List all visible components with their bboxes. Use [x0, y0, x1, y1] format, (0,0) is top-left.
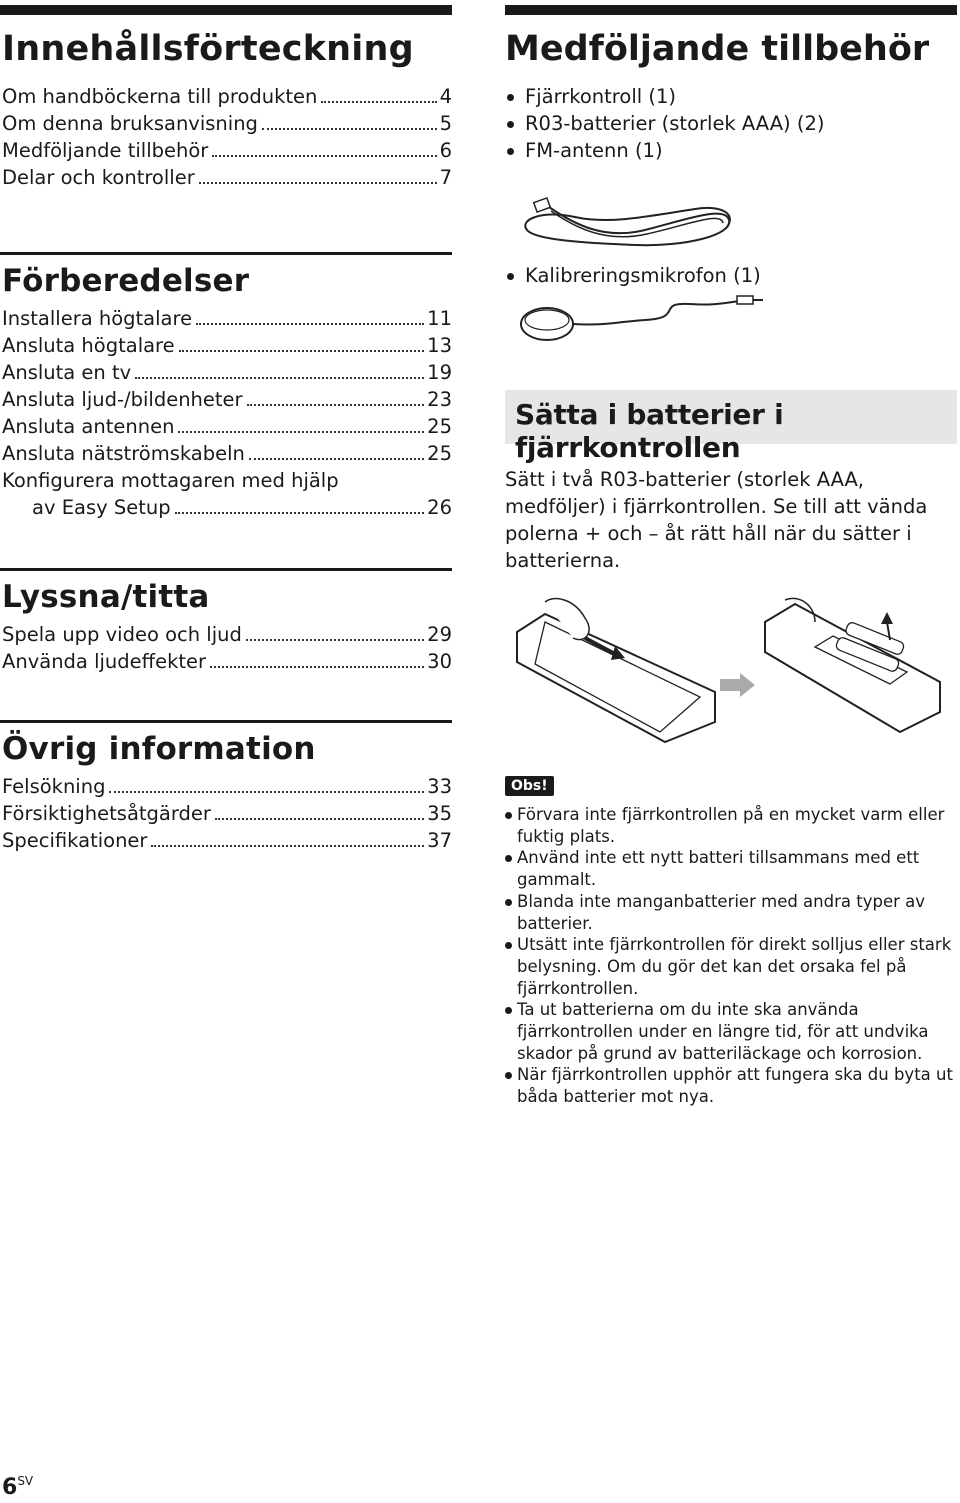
- accessories-title: Medföljande tillbehör: [505, 29, 930, 69]
- fm-antenna-illustration: [515, 185, 745, 260]
- section-rule: [0, 5, 452, 15]
- remote-battery-illustration: [515, 592, 945, 752]
- mic-list: [505, 262, 957, 289]
- toc-entry[interactable]: Ansluta ljud-/bildenheter 23: [2, 388, 452, 411]
- list-item: R03-batterier (storlek AAA) (2): [505, 110, 957, 137]
- listen-section: [0, 568, 452, 675]
- section-rule: [0, 252, 452, 255]
- batteries-banner: [505, 390, 957, 464]
- list-item: Förvara inte fjärrkontrollen på en mycket varm eller fuktig plats.: [505, 804, 955, 847]
- toc-title: Innehållsförteckning: [2, 29, 414, 69]
- accessories-section: [505, 5, 957, 164]
- toc-entry[interactable]: Spela upp video och ljud 29: [2, 623, 452, 646]
- list-item: Utsätt inte fjärrkontrollen för direkt solljus eller stark belysning. Om du gör det kan det orsaka fel på fjärrkontrollen.: [505, 934, 955, 999]
- toc-entry[interactable]: Ansluta högtalare 13: [2, 334, 452, 357]
- prep-section: [0, 252, 452, 521]
- obs-badge: Obs!: [505, 776, 554, 796]
- section-rule: [505, 5, 957, 15]
- toc-entry[interactable]: Ansluta antennen 25: [2, 415, 452, 438]
- list-item: Kalibreringsmikrofon (1): [505, 262, 957, 289]
- toc-entry[interactable]: Använda ljudeffekter 30: [2, 650, 452, 673]
- toc-section: [0, 5, 452, 191]
- list-item: Ta ut batterierna om du inte ska använda fjärrkontrollen under en längre tid, för att undvika skador på grund av batteriläckage och korrosion.: [505, 999, 955, 1064]
- prep-title: Förberedelser: [2, 263, 250, 299]
- page-number: [2, 1474, 33, 1500]
- list-item: Använd inte ett nytt batteri tillsammans med ett gammalt.: [505, 847, 955, 890]
- toc-entry[interactable]: Ansluta nätströmskabeln 25: [2, 442, 452, 465]
- toc-entry[interactable]: Om denna bruksanvisning 5: [2, 112, 452, 135]
- page-number-value: 6: [2, 1475, 18, 1500]
- toc-entry-line2[interactable]: av Easy Setup 26: [32, 496, 452, 519]
- section-rule: [0, 568, 452, 571]
- toc-entry[interactable]: Installera högtalare 11: [2, 307, 452, 330]
- batteries-instruction: Sätt i två R03-batterier (storlek AAA, medföljer) i fjärrkontrollen. Se till att vända polerna + och – åt rätt håll när du sätter i batterierna.: [505, 468, 928, 572]
- toc-entry[interactable]: Ansluta en tv 19: [2, 361, 452, 384]
- toc-entry[interactable]: Försiktighetsåtgärder 35: [2, 802, 452, 825]
- list-item: Blanda inte manganbatterier med andra typer av batterier.: [505, 891, 955, 934]
- notes-list: [505, 804, 955, 1108]
- microphone-illustration: [515, 292, 765, 352]
- toc-entry[interactable]: Specifikationer 37: [2, 829, 452, 852]
- other-title: Övrig information: [2, 731, 316, 767]
- section-rule: [0, 720, 452, 723]
- other-section: [0, 720, 452, 854]
- list-item: När fjärrkontrollen upphör att fungera ska du byta ut båda batterier mot nya.: [505, 1064, 955, 1107]
- toc-entry[interactable]: Om handböckerna till produkten 4: [2, 85, 452, 108]
- page-lang: SV: [17, 1474, 34, 1488]
- accessories-list: [505, 83, 957, 164]
- toc-entry-line1[interactable]: Konfigurera mottagaren med hjälp: [2, 469, 339, 492]
- list-item: FM-antenn (1): [505, 137, 957, 164]
- list-item: Fjärrkontroll (1): [505, 83, 957, 110]
- toc-entry[interactable]: Felsökning 33: [2, 775, 452, 798]
- batteries-title: Sätta i batterier i fjärrkontrollen: [515, 398, 784, 464]
- toc-entry[interactable]: Medföljande tillbehör 6: [2, 139, 452, 162]
- listen-title: Lyssna/titta: [2, 579, 210, 615]
- toc-entry[interactable]: Delar och kontroller 7: [2, 166, 452, 189]
